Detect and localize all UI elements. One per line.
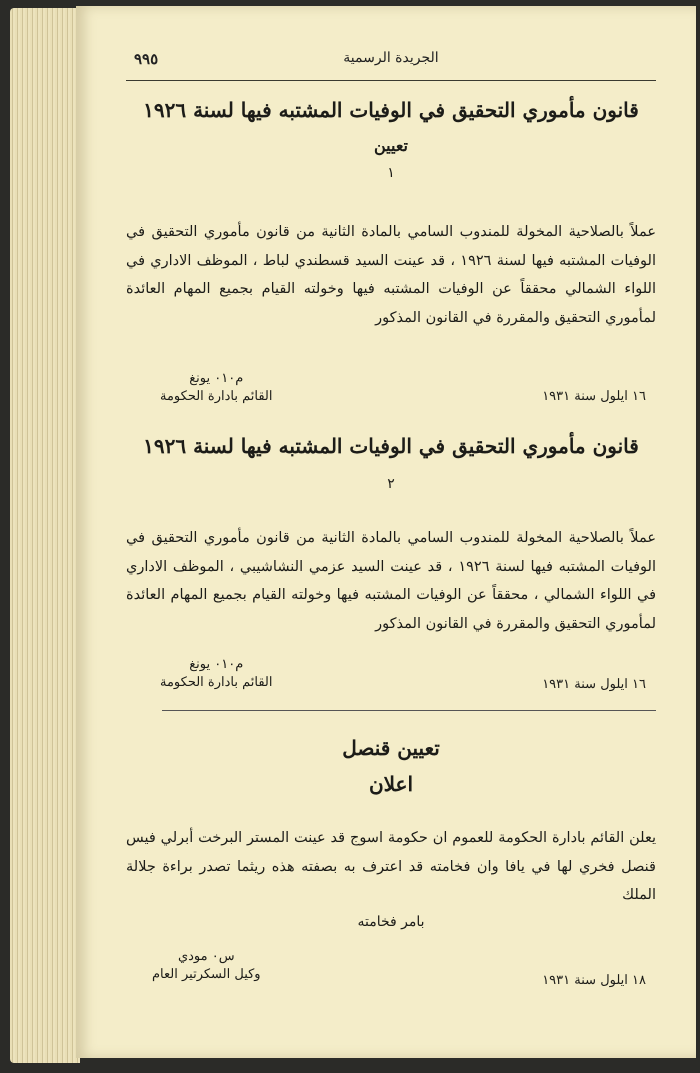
notice-1-signature-row [126, 370, 656, 404]
notice-3-signatory-title: وكيل السكرتير العام [152, 967, 261, 982]
notice-2-signatory-title: القائم بادارة الحكومة [160, 675, 273, 690]
notice-2-date: ١٦ ايلول سنة ١٩٣١ [542, 677, 646, 692]
notice-1-date: ١٦ ايلول سنة ١٩٣١ [542, 389, 646, 404]
section-divider [162, 710, 656, 711]
notice-2-signature [160, 656, 273, 692]
notice-3-signature [152, 948, 261, 984]
notice-1-signatory-name: م٠١٠ يونغ [189, 371, 244, 386]
notice-1-heading-block [126, 98, 656, 181]
notice-3-heading-block [126, 736, 656, 796]
notice-1-signature [160, 370, 273, 406]
notice-3-subheading: اعلان [368, 772, 414, 796]
notice-3-date: ١٨ ايلول سنة ١٩٣١ [542, 973, 646, 988]
notice-2-signature-row [126, 656, 656, 692]
notice-1-signatory-title: القائم بادارة الحكومة [160, 389, 273, 404]
notice-2-number: ٢ [387, 476, 395, 492]
gazette-page [76, 6, 696, 1058]
notice-2-heading-block [126, 434, 656, 492]
notice-1-number: ١ [387, 165, 395, 181]
page-number: ٩٩٥ [134, 50, 159, 68]
notice-2-body: عملاً بالصلاحية المخولة للمندوب السامي بالمادة الثانية من قانون مأموري التحقيق في الوفيات المشتبه فيها لسنة ١٩٢٦ ، قد عينت السيد عزمي النشاشيبي ، الموظف الاداري في اللواء الشمالي ، محققاً عن الوفيات المشتبه فيها وخولته القيام بجميع المهام العائدة لمأموري التحقيق والمقررة في القانون المذكور [126, 530, 656, 632]
gazette-title: الجريدة الرسمية [343, 50, 439, 66]
notice-1-heading: قانون مأموري التحقيق في الوفيات المشتبه فيها لسنة ١٩٢٦ [143, 98, 639, 122]
notice-3-body: يعلن القائم بادارة الحكومة للعموم ان حكومة اسوج قد عينت المستر البرخت أبرلي فيس قنصل فخري لها في يافا وان فخامته قد اعترف به بصفته هذه ريثما تصدر براءة جلالة الملك [126, 830, 656, 903]
notice-3-heading: تعيين قنصل [342, 736, 440, 760]
notice-3-signature-row [126, 948, 656, 988]
book-page-edges [10, 8, 80, 1063]
notice-1-subheading: تعيين [373, 136, 408, 155]
notice-1-body: عملاً بالصلاحية المخولة للمندوب السامي بالمادة الثانية من قانون مأموري التحقيق في الوفيات المشتبه فيها لسنة ١٩٢٦ ، قد عينت السيد قسطندي لباط ، الموظف الاداري في اللواء الشمالي محققاً عن الوفيات المشتبه فيها وخولته القيام بجميع المهام العائدة لمأموري التحقيق والمقررة في القانون المذكور [126, 224, 656, 326]
notice-3-signatory-name: س٠ مودي [177, 949, 235, 964]
notice-3-by-order: بامر فخامته [357, 914, 425, 930]
page-header [126, 44, 656, 81]
notice-2-heading: قانون مأموري التحقيق في الوفيات المشتبه فيها لسنة ١٩٢٦ [143, 434, 639, 458]
notice-2-signatory-name: م٠١٠ يونغ [189, 657, 244, 672]
